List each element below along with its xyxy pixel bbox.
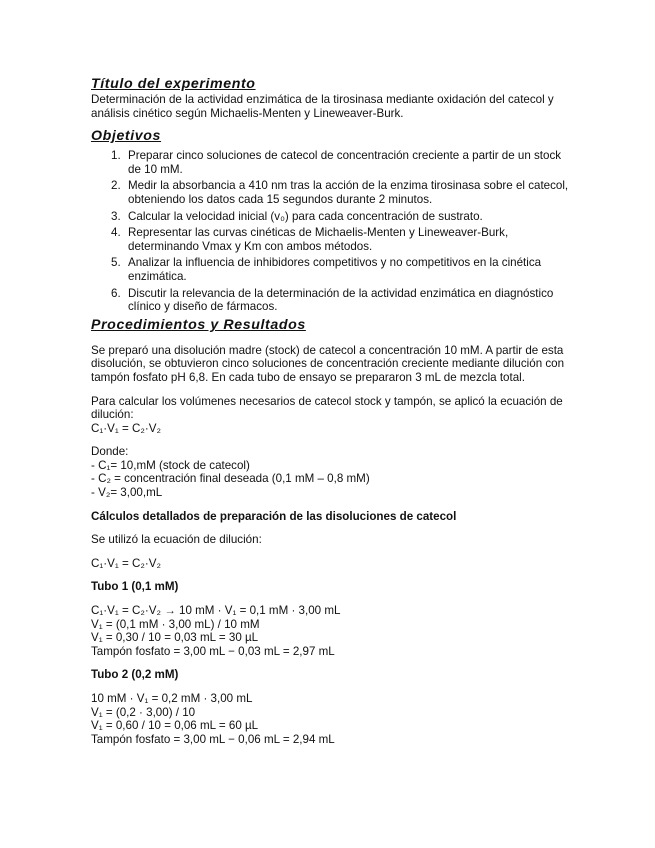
tube-2-line: Tampón fosfato = 3,00 mL − 0,06 mL = 2,94 mL [91, 732, 335, 746]
title-text: Determinación de la actividad enzimática de la tirosinasa mediante oxidación del catecol y análisis cinético según Michaelis-Menten y Lineweaver-Burk. [91, 93, 554, 120]
objective-number: 2. [111, 179, 121, 193]
objective-text: Analizar la influencia de inhibidores competitivos y no competitivos en la cinética enzimática. [128, 256, 542, 283]
objective-text: Calcular la velocidad inicial (v₀) para cada concentración de sustrato. [128, 209, 483, 223]
objective-text: Medir la absorbancia a 410 nm tras la acción de la enzima tirosinasa sobre el catecol, obteniendo los datos cada 15 segundos durante 2 minutos. [128, 179, 569, 206]
objectives-list [91, 149, 571, 314]
document-page [91, 76, 571, 746]
objective-item [91, 210, 571, 224]
procedures-paragraph-1: Se preparó una disolución madre (stock) de catecol a concentración 10 mM. A partir de esta disolución, se obtuvieron cinco soluciones de concentración creciente mediante dilución con tampón fosfato pH 6,8. En cada tubo de ensayo se prepararon 3 mL de mezcla total. [91, 343, 565, 384]
tube-1-line: C₁·V₁ = C₂·V₂ → 10 mM · V₁ = 0,1 mM · 3,00 mL [91, 604, 341, 618]
calculations-heading: Cálculos detallados de preparación de las disoluciones de catecol [91, 509, 457, 523]
donde-label: Donde: [91, 445, 129, 459]
tube-1-line: V₁ = 0,30 / 10 = 0,03 mL = 30 µL [91, 631, 259, 645]
objective-item [91, 149, 571, 176]
dilution-equation: C₁·V₁ = C₂·V₂ [91, 421, 161, 435]
donde-item: - C₁= 10,mM (stock de catecol) [91, 458, 250, 472]
objectives-heading: Objetivos [91, 128, 162, 145]
tube-1-line: Tampón fosfato = 3,00 mL − 0,03 mL = 2,97 mL [91, 644, 335, 658]
objective-item [91, 179, 571, 206]
objective-number: 3. [111, 209, 121, 223]
objective-text: Discutir la relevancia de la determinación de la actividad enzimática en diagnóstico clínico y diseño de fármacos. [128, 286, 554, 314]
objective-number: 5. [111, 256, 121, 270]
title-heading: Título del experimento [91, 76, 256, 92]
objective-number: 1. [111, 149, 121, 163]
objective-number: 6. [111, 286, 121, 300]
tube-1-title: Tubo 1 (0,1 mM) [91, 580, 179, 594]
tube-2-line: V₁ = 0,60 / 10 = 0,06 mL = 60 µL [91, 719, 259, 733]
objective-item [91, 226, 571, 253]
calculations-intro: Se utilizó la ecuación de dilución: [91, 533, 262, 547]
tube-2-line: 10 mM · V₁ = 0,2 mM · 3,00 mL [91, 692, 253, 705]
objective-item [91, 256, 571, 283]
objective-text: Representar las curvas cinéticas de Michaelis-Menten y Lineweaver-Burk, determinando Vmax y Km con ambos métodos. [128, 226, 509, 253]
procedures-paragraph-2: Para calcular los volúmenes necesarios de catecol stock y tampón, se aplicó la ecuación de dilución: [91, 394, 563, 422]
procedures-heading: Procedimientos y Resultados [91, 316, 306, 333]
tube-2-line: V₁ = (0,2 · 3,00) / 10 [91, 705, 196, 719]
donde-item: - C₂ = concentración final deseada (0,1 mM – 0,8 mM) [91, 472, 370, 486]
calculations-equation: C₁·V₁ = C₂·V₂ [91, 556, 161, 570]
donde-item: - V₂= 3,00,mL [91, 486, 163, 500]
tube-1-line: V₁ = (0,1 mM · 3,00 mL) / 10 mM [91, 617, 260, 631]
objective-number: 4. [111, 226, 121, 240]
tube-2-title: Tubo 2 (0,2 mM) [91, 668, 179, 682]
objective-text: Preparar cinco soluciones de catecol de concentración creciente a partir de un stock de 10 mM. [128, 149, 562, 176]
objective-item [91, 287, 571, 314]
